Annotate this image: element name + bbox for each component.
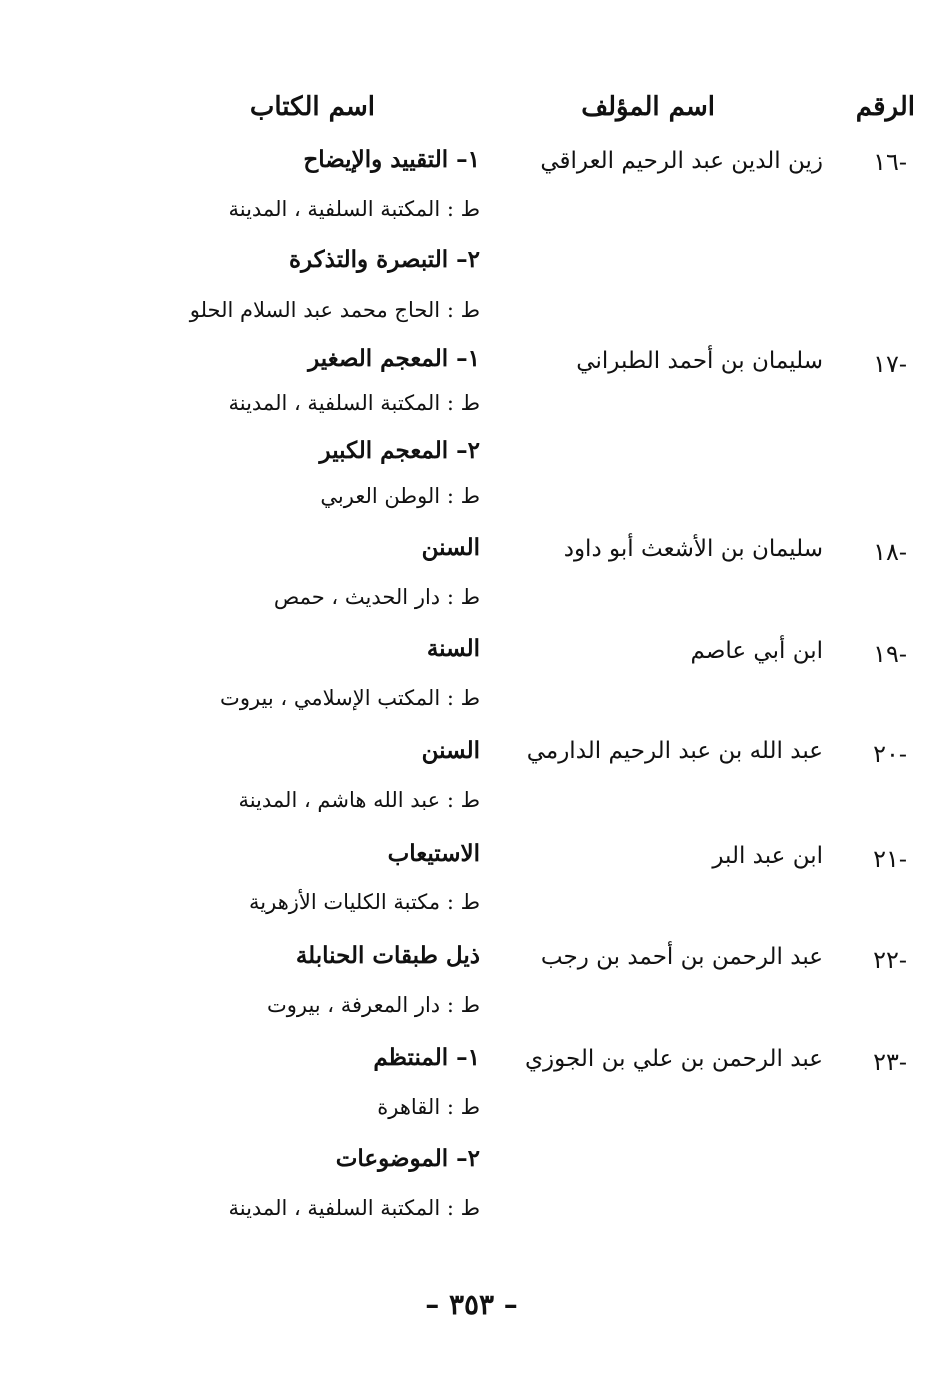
header-author: اسم المؤلف (581, 92, 715, 122)
entry-number: -٢٢ (873, 946, 907, 974)
entry-number: -١٩ (873, 640, 907, 668)
book-publisher: ط : مكتبة الكليات الأزهرية (249, 890, 480, 914)
page-number: – ٣٥٣ – (425, 1288, 518, 1321)
book-title: السنن (421, 534, 480, 561)
entry-number: -٢٣ (873, 1048, 907, 1076)
book-title: الاستيعاب (387, 840, 480, 867)
entry-author: عبد الرحمن بن أحمد بن رجب (540, 944, 823, 970)
book-publisher: ط : دار الحديث ، حمص (273, 585, 480, 609)
book-title: ذيل طبقات الحنابلة (295, 942, 480, 969)
entry-number: -٢٠ (873, 740, 907, 768)
book-publisher: ط : المكتبة السلفية ، المدينة (228, 197, 480, 221)
header-number: الرقم (855, 92, 915, 122)
book-title: ٢– التبصرة والتذكرة (288, 246, 480, 273)
book-publisher: ط : دار المعرفة ، بيروت (266, 993, 480, 1017)
book-title: ١– التقييد والإيضاح (303, 146, 480, 173)
entry-author: ابن أبي عاصم (690, 638, 823, 664)
entry-author: عبد الله بن عبد الرحيم الدارمي (526, 738, 823, 764)
entry-number: -١٧ (873, 350, 907, 378)
entry-author: سليمان بن أحمد الطبراني (576, 348, 823, 374)
entry-author: عبد الرحمن بن علي بن الجوزي (525, 1046, 823, 1072)
book-publisher: ط : المكتبة السلفية ، المدينة (228, 1196, 480, 1220)
book-title: ٢– الموضوعات (335, 1145, 480, 1172)
entry-author: زين الدين عبد الرحيم العراقي (540, 148, 823, 174)
book-publisher: ط : عبد الله هاشم ، المدينة (238, 788, 480, 812)
entry-number: -١٨ (873, 538, 907, 566)
book-publisher: ط : المكتبة السلفية ، المدينة (228, 391, 480, 415)
book-publisher: ط : الوطن العربي (320, 484, 480, 508)
book-publisher: ط : الحاج محمد عبد السلام الحلو (189, 298, 480, 322)
book-title: ١– المنتظم (373, 1044, 480, 1071)
book-publisher: ط : القاهرة (377, 1095, 480, 1119)
book-title: السنة (426, 635, 480, 662)
book-title: ١– المعجم الصغير (308, 345, 480, 372)
entry-number: -٢١ (873, 845, 907, 873)
entry-author: ابن عبد البر (712, 843, 823, 869)
book-title: السنن (421, 737, 480, 764)
header-book: اسم الكتاب (249, 92, 375, 122)
book-title: ٢– المعجم الكبير (319, 437, 480, 464)
book-publisher: ط : المكتب الإسلامي ، بيروت (220, 686, 480, 710)
entry-number: -١٦ (873, 148, 907, 176)
entry-author: سليمان بن الأشعث أبو داود (563, 536, 823, 562)
